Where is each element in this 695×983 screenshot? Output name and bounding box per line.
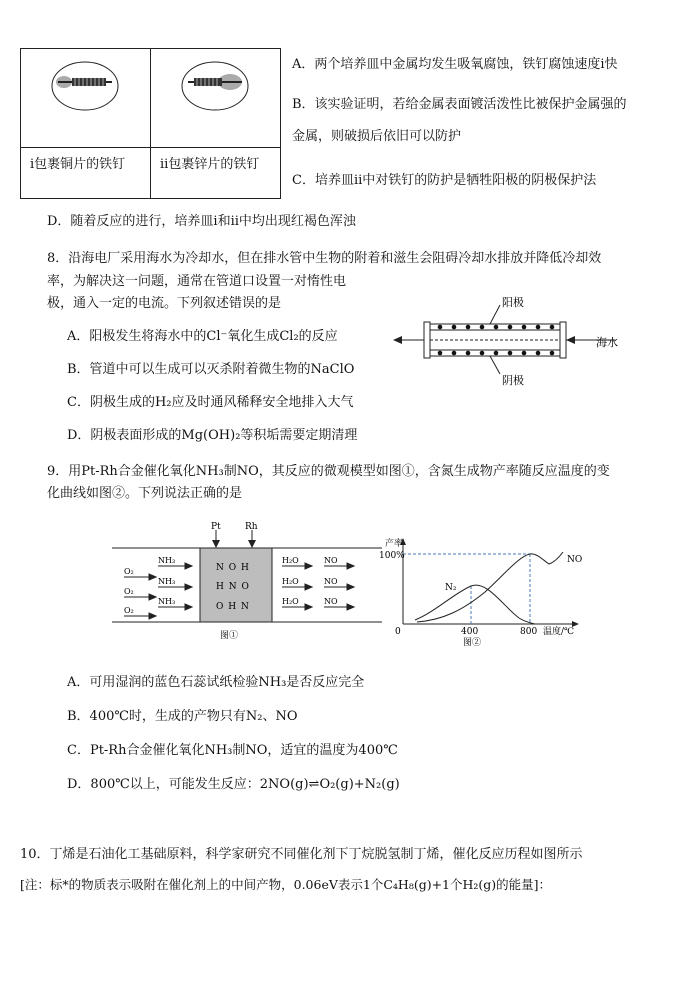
- label-cathode: 阴极: [502, 374, 524, 387]
- q10-stem-line1: 10．丁烯是石油化工基础原料，科学家研究不同催化剂下丁烷脱氢制丁烯，催化反应历程如图所示: [20, 847, 583, 862]
- q8-option-d: D．阴极表面形成的Mg(OH)₂等积垢需要定期清理: [67, 428, 358, 443]
- caption-figure2: 图②: [463, 638, 482, 648]
- label-rh: Rh: [245, 522, 258, 532]
- label-nh3-2: NH₃: [158, 577, 176, 586]
- series-label-n2: N₂: [445, 583, 457, 593]
- x-tick-800: 800: [520, 627, 538, 637]
- q7-option-d: D．随着反应的进行，培养皿ⅰ和ⅱ中均出现红褐色浑浊: [47, 214, 356, 229]
- yield-temperature-chart: [379, 534, 615, 650]
- q7-option-b-line1: B．该实验证明，若给金属表面镀活泼性比被保护金属强的: [292, 97, 627, 112]
- label-o2-2: O₂: [124, 587, 134, 596]
- x-axis-label: 温度/℃: [543, 627, 575, 637]
- q8-stem-line3: 极，通入一定的电流。下列叙述错误的是: [47, 296, 282, 311]
- reaction-model-figure: [112, 518, 382, 646]
- q7-option-a: A．两个培养皿中金属均发生吸氧腐蚀，铁钉腐蚀速度ⅰ快: [292, 57, 618, 72]
- label-no-1: NO: [324, 556, 338, 565]
- catalyst-row3: O H N: [216, 602, 250, 612]
- q8-stem-line2: 率，为解决这一问题，通常在管道口设置一对惰性电: [47, 274, 347, 289]
- label-o2-3: O₂: [124, 606, 134, 615]
- q9-option-c: C．Pt-Rh合金催化氧化NH₃制NO，适宜的温度为400℃: [67, 743, 398, 758]
- series-label-no: NO: [567, 555, 583, 565]
- catalyst-row2: H N O: [216, 582, 250, 592]
- petri-dish-zinc-figure: [180, 60, 250, 112]
- q9-stem-line2: 化曲线如图②。下列说法正确的是: [47, 486, 243, 501]
- caption-figure1: 图①: [220, 631, 239, 641]
- x-tick-400: 400: [461, 627, 479, 637]
- q9-option-a: A．可用湿润的蓝色石蕊试纸检验NH₃是否反应完全: [67, 675, 365, 690]
- q9-stem-line1: 9．用Pt-Rh合金催化氧化NH₃制NO，其反应的微观模型如图①，含氮生成物产率随反应温度的变: [47, 464, 610, 479]
- q7-option-b-line2: 金属，则破损后依旧可以防护: [292, 129, 462, 144]
- label-nh3-1: NH₃: [158, 556, 176, 565]
- label-anode: 阳极: [502, 296, 524, 309]
- q9-option-b: B．400℃时，生成的产物只有N₂、NO: [67, 709, 298, 724]
- label-pt: Pt: [211, 522, 221, 532]
- table-caption-copper: ⅰ包裹铜片的铁钉: [30, 157, 126, 172]
- q8-option-b: B．管道中可以生成可以灭杀附着微生物的NaClO: [67, 362, 355, 377]
- y-axis-label: 产率: [385, 539, 404, 549]
- q9-option-d: D．800℃以上，可能发生反应：2NO(g)⇌O₂(g)+N₂(g): [67, 777, 400, 792]
- petri-dish-copper-figure: [50, 60, 120, 112]
- q8-option-c: C．阴极生成的H₂应及时通风稀释安全地排入大气: [67, 395, 354, 410]
- origin-label: 0: [395, 627, 401, 637]
- q8-stem-line1: 8．沿海电厂采用海水为冷却水，但在排水管中生物的附着和滋生会阻碍冷却水排放并降低冷却效: [47, 251, 602, 266]
- label-nh3-3: NH₃: [158, 597, 176, 606]
- label-seawater: 海水: [596, 336, 618, 349]
- label-no-3: NO: [324, 597, 338, 606]
- y-tick-100: 100%: [379, 551, 405, 561]
- q7-option-c: C．培养皿ⅱ中对铁钉的防护是牺牲阳极的阴极保护法: [292, 173, 597, 188]
- label-h2o-2: H₂O: [282, 577, 299, 586]
- label-no-2: NO: [324, 577, 338, 586]
- table-caption-zinc: ⅱ包裹锌片的铁钉: [160, 157, 260, 172]
- label-h2o-1: H₂O: [282, 556, 299, 565]
- electrode-pipe-figure: [390, 288, 640, 388]
- label-o2-1: O₂: [124, 567, 134, 576]
- catalyst-row1: N O H: [216, 563, 250, 573]
- label-h2o-3: H₂O: [282, 597, 299, 606]
- q8-option-a: A．阳极发生将海水中的Cl⁻氧化生成Cl₂的反应: [67, 329, 338, 344]
- q10-stem-line2: [注：标*的物质表示吸附在催化剂上的中间产物，0.06eV表示1个C₄H₈(g)+1个H₂(g)的能量]：: [20, 877, 552, 892]
